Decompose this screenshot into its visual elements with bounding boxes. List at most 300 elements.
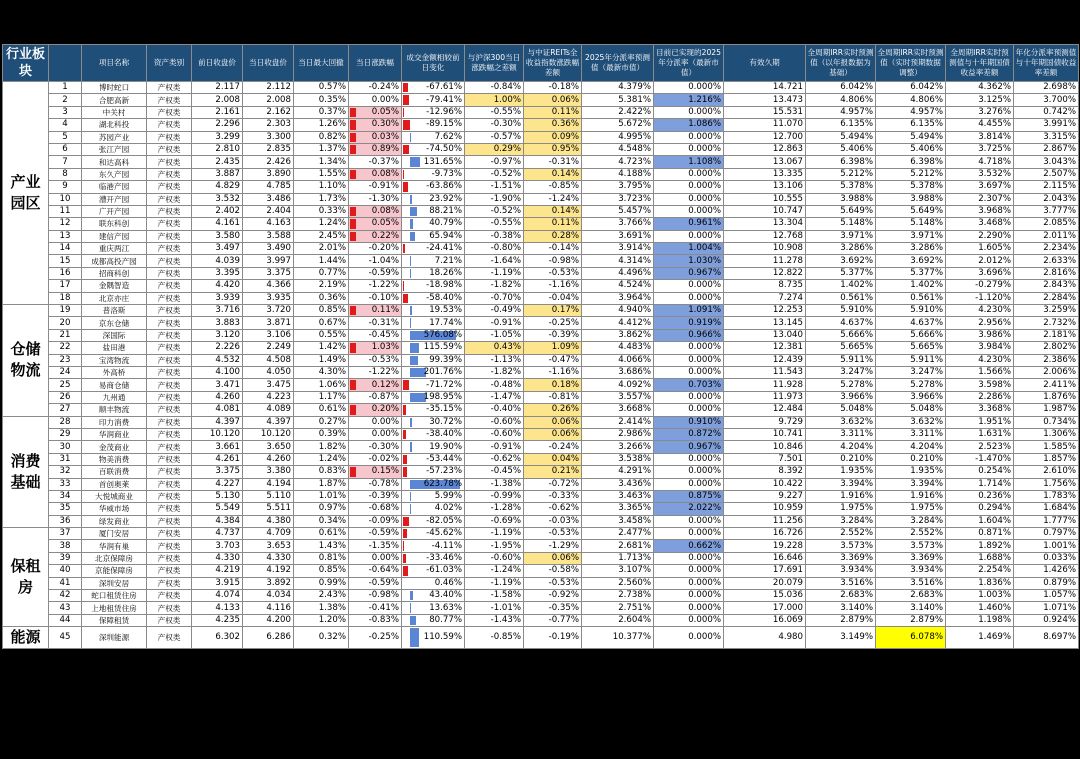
cell-irr-spread: 2.254%: [946, 565, 1014, 577]
cell-duration: 16.726: [724, 528, 806, 540]
cell-project-name: 东久产园: [82, 168, 147, 180]
cell-irr-annual: 3.971%: [806, 230, 876, 242]
cell-row-number: 7: [49, 156, 82, 168]
cell-asset-type: 产权类: [147, 528, 192, 540]
turnover-bar: [403, 281, 404, 290]
cell-turnover-change: [402, 404, 465, 416]
cell-irr-realtime: 5.378%: [876, 181, 946, 193]
table-row: [3, 441, 1079, 453]
cell-duration: 12.700: [724, 131, 806, 143]
cell-irr-annual: 5.649%: [806, 205, 876, 217]
turnover-value: 0.46%: [434, 577, 462, 588]
header-irr-realtime: 全周期IRR实时预测值（实时预期数据调整）: [876, 45, 946, 82]
cell-asset-type: 产权类: [147, 243, 192, 255]
table-row: [3, 515, 1079, 527]
cell-duration: 9.729: [724, 416, 806, 428]
cell-irr-annual: 3.311%: [806, 428, 876, 440]
cell-max-drawdown: 1.37%: [294, 143, 349, 155]
cell-row-number: 12: [49, 218, 82, 230]
cell-vs-reits-index: 0.95%: [524, 143, 582, 155]
cell-dist-spread: 3.259%: [1014, 305, 1079, 317]
cell-max-drawdown: 0.39%: [294, 428, 349, 440]
change-value: 0.03%: [371, 131, 399, 142]
turnover-bar: [403, 244, 405, 253]
change-value: -1.35%: [368, 540, 399, 551]
cell-dist-spread: 1.987%: [1014, 404, 1079, 416]
cell-vs-hs300: -1.51%: [465, 181, 524, 193]
table-row: [3, 82, 1079, 94]
cell-irr-spread: 3.468%: [946, 218, 1014, 230]
cell-turnover-change: [402, 230, 465, 242]
change-value: -0.83%: [368, 614, 399, 625]
cell-vs-hs300: -0.55%: [465, 106, 524, 118]
cell-vs-reits-index: -1.16%: [524, 366, 582, 378]
turnover-value: 19.90%: [429, 441, 462, 452]
cell-project-name: 中关村: [82, 106, 147, 118]
cell-irr-realtime: 3.971%: [876, 230, 946, 242]
turnover-value: 80.77%: [429, 614, 462, 625]
turnover-value: 30.72%: [429, 416, 462, 427]
cell-dist-forecast: 4.496%: [582, 267, 654, 279]
cell-max-drawdown: 0.36%: [294, 292, 349, 304]
change-value: -1.04%: [368, 255, 399, 266]
cell-close: 3.653: [243, 540, 294, 552]
change-value: -0.59%: [368, 268, 399, 279]
cell-dist-forecast: 4.379%: [582, 82, 654, 94]
cell-project-name: 绿发商业: [82, 515, 147, 527]
cell-close: 4.709: [243, 528, 294, 540]
cell-irr-spread: 3.696%: [946, 267, 1014, 279]
change-bar: [350, 207, 356, 216]
cell-dist-forecast: 3.723%: [582, 193, 654, 205]
cell-irr-spread: 4.455%: [946, 119, 1014, 131]
turnover-bar: [410, 591, 413, 600]
cell-duration: 11.928: [724, 379, 806, 391]
cell-vs-hs300: -0.84%: [465, 82, 524, 94]
cell-prev-close: 2.402: [192, 205, 243, 217]
cell-change: [349, 255, 402, 267]
cell-dist-spread: 2.507%: [1014, 168, 1079, 180]
cell-dist-forecast: 2.477%: [582, 528, 654, 540]
table-row: [3, 540, 1079, 552]
cell-turnover-change: [402, 602, 465, 614]
cell-project-name: 京东仓储: [82, 317, 147, 329]
cell-prev-close: 4.235: [192, 614, 243, 626]
cell-row-number: 34: [49, 490, 82, 502]
cell-project-name: 顺丰物流: [82, 404, 147, 416]
cell-dist-realized: 0.875%: [654, 490, 724, 502]
cell-asset-type: 产权类: [147, 515, 192, 527]
cell-change: [349, 94, 402, 106]
change-value: -0.59%: [368, 528, 399, 539]
cell-irr-spread: 1.198%: [946, 614, 1014, 626]
cell-vs-hs300: -0.49%: [465, 305, 524, 317]
cell-irr-realtime: 2.879%: [876, 614, 946, 626]
cell-irr-realtime: 3.988%: [876, 193, 946, 205]
turnover-value: 576.08%: [423, 330, 462, 340]
cell-asset-type: 产权类: [147, 156, 192, 168]
turnover-value: -12.96%: [426, 106, 462, 117]
cell-dist-realized: 1.108%: [654, 156, 724, 168]
cell-project-name: 重庆两江: [82, 243, 147, 255]
cell-irr-annual: 5.278%: [806, 379, 876, 391]
cell-vs-reits-index: 0.21%: [524, 466, 582, 478]
cell-project-name: 北京亦庄: [82, 292, 147, 304]
cell-vs-hs300: -1.58%: [465, 590, 524, 602]
cell-vs-reits-index: 0.14%: [524, 205, 582, 217]
cell-turnover-change: [402, 181, 465, 193]
cell-irr-spread: 3.125%: [946, 94, 1014, 106]
cell-dist-forecast: 2.738%: [582, 590, 654, 602]
cell-irr-spread: 1.566%: [946, 366, 1014, 378]
table-row: [3, 168, 1079, 180]
cell-asset-type: 产权类: [147, 552, 192, 564]
table-row: [3, 404, 1079, 416]
cell-change: [349, 292, 402, 304]
turnover-bar: [410, 343, 419, 352]
cell-change: [349, 627, 402, 649]
cell-row-number: 18: [49, 292, 82, 304]
cell-irr-spread: 3.697%: [946, 181, 1014, 193]
turnover-value: -82.05%: [426, 515, 462, 526]
cell-prev-close: 3.915: [192, 577, 243, 589]
cell-dist-spread: 2.867%: [1014, 143, 1079, 155]
cell-project-name: 深圳安居: [82, 577, 147, 589]
cell-row-number: 43: [49, 602, 82, 614]
cell-turnover-change: [402, 218, 465, 230]
cell-max-drawdown: 2.43%: [294, 590, 349, 602]
cell-turnover-change: [402, 243, 465, 255]
table-row: [3, 590, 1079, 602]
cell-vs-reits-index: -0.14%: [524, 243, 582, 255]
cell-asset-type: 产权类: [147, 441, 192, 453]
table-row: [3, 317, 1079, 329]
cell-dist-realized: 1.216%: [654, 94, 724, 106]
sector-label: 仓储物流: [3, 305, 49, 417]
cell-project-name: 厦门安居: [82, 528, 147, 540]
cell-irr-spread: 3.984%: [946, 342, 1014, 354]
header-dist-spread: 年化分派率预测值与十年期国债收益率差额: [1014, 45, 1079, 82]
cell-dist-realized: 0.000%: [654, 478, 724, 490]
cell-vs-reits-index: -0.47%: [524, 354, 582, 366]
change-value: -0.10%: [368, 292, 399, 303]
cell-irr-spread: 4.362%: [946, 82, 1014, 94]
cell-max-drawdown: 1.73%: [294, 193, 349, 205]
cell-dist-realized: 0.966%: [654, 329, 724, 341]
cell-dist-forecast: 2.422%: [582, 106, 654, 118]
change-value: 0.30%: [371, 119, 399, 130]
cell-max-drawdown: 1.44%: [294, 255, 349, 267]
cell-duration: 11.256: [724, 515, 806, 527]
cell-vs-reits-index: -0.53%: [524, 528, 582, 540]
cell-vs-hs300: -0.97%: [465, 156, 524, 168]
cell-prev-close: 3.471: [192, 379, 243, 391]
table-row: [3, 218, 1079, 230]
cell-dist-spread: 1.057%: [1014, 590, 1079, 602]
cell-vs-reits-index: 0.36%: [524, 119, 582, 131]
cell-close: 4.200: [243, 614, 294, 626]
turnover-bar: [410, 219, 413, 228]
cell-project-name: 百联消费: [82, 466, 147, 478]
cell-vs-reits-index: -0.98%: [524, 255, 582, 267]
cell-project-name: 广开产园: [82, 205, 147, 217]
cell-irr-realtime: 3.516%: [876, 577, 946, 589]
cell-prev-close: 4.074: [192, 590, 243, 602]
cell-vs-reits-index: -0.81%: [524, 391, 582, 403]
cell-dist-forecast: 4.723%: [582, 156, 654, 168]
cell-prev-close: 3.887: [192, 168, 243, 180]
header-irr-annual: 全周期IRR实时预测值（以年报数据为基础）: [806, 45, 876, 82]
cell-dist-spread: 2.284%: [1014, 292, 1079, 304]
cell-irr-spread: 1.951%: [946, 416, 1014, 428]
cell-irr-realtime: 5.666%: [876, 329, 946, 341]
cell-close: 3.588: [243, 230, 294, 242]
cell-asset-type: 产权类: [147, 280, 192, 292]
cell-dist-spread: 1.684%: [1014, 503, 1079, 515]
cell-vs-hs300: -0.91%: [465, 317, 524, 329]
cell-duration: 16.646: [724, 552, 806, 564]
cell-dist-spread: 2.011%: [1014, 230, 1079, 242]
cell-dist-spread: 2.234%: [1014, 243, 1079, 255]
cell-vs-hs300: -0.38%: [465, 230, 524, 242]
cell-turnover-change: [402, 193, 465, 205]
cell-dist-forecast: 4.314%: [582, 255, 654, 267]
cell-close: 3.375: [243, 267, 294, 279]
cell-dist-realized: 0.000%: [654, 193, 724, 205]
cell-dist-realized: 0.961%: [654, 218, 724, 230]
cell-prev-close: 2.161: [192, 106, 243, 118]
change-value: -0.41%: [368, 602, 399, 613]
change-value: -0.45%: [368, 330, 399, 340]
cell-dist-realized: 1.004%: [654, 243, 724, 255]
turnover-bar: [403, 517, 409, 526]
cell-dist-realized: 0.000%: [654, 280, 724, 292]
cell-vs-hs300: -1.82%: [465, 366, 524, 378]
cell-turnover-change: [402, 391, 465, 403]
cell-change: [349, 515, 402, 527]
cell-vs-reits-index: -0.18%: [524, 82, 582, 94]
cell-project-name: 上地租赁住房: [82, 602, 147, 614]
cell-dist-spread: 2.006%: [1014, 366, 1079, 378]
cell-duration: 12.484: [724, 404, 806, 416]
cell-turnover-change: [402, 466, 465, 478]
cell-dist-realized: 0.000%: [654, 366, 724, 378]
cell-vs-hs300: -0.45%: [465, 466, 524, 478]
cell-max-drawdown: 1.38%: [294, 602, 349, 614]
turnover-bar: [410, 157, 420, 166]
cell-dist-spread: 1.001%: [1014, 540, 1079, 552]
cell-dist-realized: 0.000%: [654, 552, 724, 564]
turnover-value: -89.15%: [426, 119, 462, 130]
cell-asset-type: 产权类: [147, 602, 192, 614]
table-row: [3, 478, 1079, 490]
cell-max-drawdown: 1.10%: [294, 181, 349, 193]
change-value: -1.22%: [368, 367, 399, 378]
cell-vs-reits-index: -0.03%: [524, 515, 582, 527]
cell-irr-realtime: 6.042%: [876, 82, 946, 94]
cell-turnover-change: [402, 453, 465, 465]
cell-dist-forecast: 3.964%: [582, 292, 654, 304]
cell-change: [349, 466, 402, 478]
cell-asset-type: 产权类: [147, 292, 192, 304]
cell-max-drawdown: 2.19%: [294, 280, 349, 292]
turnover-value: -57.23%: [426, 466, 462, 477]
cell-duration: 10.846: [724, 441, 806, 453]
cell-dist-forecast: 3.266%: [582, 441, 654, 453]
turnover-bar: [403, 455, 407, 464]
cell-dist-realized: 0.967%: [654, 267, 724, 279]
table-row: [3, 292, 1079, 304]
cell-vs-reits-index: -0.85%: [524, 181, 582, 193]
turnover-value: 131.65%: [423, 156, 462, 167]
change-value: -0.31%: [368, 317, 399, 328]
cell-vs-reits-index: -0.19%: [524, 627, 582, 649]
turnover-bar: [410, 418, 412, 427]
turnover-bar: [403, 108, 404, 117]
cell-dist-spread: 1.876%: [1014, 391, 1079, 403]
cell-vs-hs300: -1.95%: [465, 540, 524, 552]
cell-irr-realtime: 3.966%: [876, 391, 946, 403]
cell-vs-hs300: 0.29%: [465, 143, 524, 155]
cell-dist-forecast: 5.457%: [582, 205, 654, 217]
cell-dist-forecast: 2.604%: [582, 614, 654, 626]
cell-max-drawdown: 1.24%: [294, 218, 349, 230]
cell-max-drawdown: 0.35%: [294, 94, 349, 106]
cell-duration: 11.543: [724, 366, 806, 378]
turnover-value: -35.15%: [426, 404, 462, 415]
turnover-value: 198.95%: [423, 391, 462, 402]
cell-dist-spread: 1.306%: [1014, 428, 1079, 440]
cell-dist-forecast: 4.940%: [582, 305, 654, 317]
cell-prev-close: 3.580: [192, 230, 243, 242]
cell-vs-reits-index: 0.28%: [524, 230, 582, 242]
cell-max-drawdown: 0.55%: [294, 329, 349, 341]
turnover-bar: [410, 628, 419, 647]
change-value: -0.78%: [368, 478, 399, 489]
cell-max-drawdown: 1.55%: [294, 168, 349, 180]
cell-irr-realtime: 3.311%: [876, 428, 946, 440]
cell-row-number: 27: [49, 404, 82, 416]
cell-turnover-change: [402, 292, 465, 304]
turnover-value: -67.61%: [426, 82, 462, 93]
cell-irr-spread: 4.230%: [946, 354, 1014, 366]
cell-irr-annual: 2.683%: [806, 590, 876, 602]
cell-irr-realtime: 1.935%: [876, 466, 946, 478]
cell-row-number: 6: [49, 143, 82, 155]
cell-prev-close: 4.737: [192, 528, 243, 540]
turnover-value: -71.72%: [426, 379, 462, 390]
turnover-bar: [410, 306, 412, 315]
cell-row-number: 4: [49, 119, 82, 131]
cell-max-drawdown: 1.82%: [294, 441, 349, 453]
cell-irr-annual: 3.934%: [806, 565, 876, 577]
cell-prev-close: 2.435: [192, 156, 243, 168]
cell-turnover-change: [402, 441, 465, 453]
change-bar: [350, 232, 356, 241]
cell-irr-annual: 0.561%: [806, 292, 876, 304]
cell-max-drawdown: 1.20%: [294, 614, 349, 626]
cell-prev-close: 4.384: [192, 515, 243, 527]
cell-change: [349, 404, 402, 416]
cell-asset-type: 产权类: [147, 391, 192, 403]
reits-table: [2, 44, 1079, 649]
table-row: [3, 366, 1079, 378]
cell-dist-forecast: 3.766%: [582, 218, 654, 230]
cell-close: 4.397: [243, 416, 294, 428]
cell-change: [349, 131, 402, 143]
cell-irr-annual: 5.666%: [806, 329, 876, 341]
cell-dist-spread: 0.734%: [1014, 416, 1079, 428]
cell-prev-close: 5.130: [192, 490, 243, 502]
change-value: -1.30%: [368, 193, 399, 204]
cell-asset-type: 产权类: [147, 82, 192, 94]
cell-vs-hs300: -1.43%: [465, 614, 524, 626]
table-row: [3, 143, 1079, 155]
cell-close: 4.192: [243, 565, 294, 577]
cell-project-name: 北京保障房: [82, 552, 147, 564]
cell-prev-close: 2.296: [192, 119, 243, 131]
cell-asset-type: 产权类: [147, 466, 192, 478]
cell-irr-annual: 5.665%: [806, 342, 876, 354]
cell-duration: 4.980: [724, 627, 806, 649]
cell-dist-forecast: 3.557%: [582, 391, 654, 403]
change-bar: [350, 219, 356, 228]
cell-dist-forecast: 4.412%: [582, 317, 654, 329]
table-row: [3, 503, 1079, 515]
cell-prev-close: 3.532: [192, 193, 243, 205]
table-row: [3, 193, 1079, 205]
cell-prev-close: 3.883: [192, 317, 243, 329]
sector-label: 保租房: [3, 528, 49, 627]
change-value: 0.00%: [371, 94, 399, 105]
cell-dist-realized: 0.910%: [654, 416, 724, 428]
cell-project-name: 外高桥: [82, 366, 147, 378]
turnover-bar: [410, 603, 411, 612]
cell-irr-spread: 1.604%: [946, 515, 1014, 527]
cell-vs-hs300: -0.57%: [465, 131, 524, 143]
cell-close: 4.785: [243, 181, 294, 193]
cell-change: [349, 503, 402, 515]
cell-prev-close: 4.227: [192, 478, 243, 490]
cell-vs-hs300: -1.05%: [465, 329, 524, 341]
cell-dist-realized: 0.000%: [654, 577, 724, 589]
change-value: 0.00%: [371, 429, 399, 440]
cell-asset-type: 产权类: [147, 329, 192, 341]
cell-turnover-change: [402, 143, 465, 155]
turnover-bar: [410, 616, 416, 625]
cell-asset-type: 产权类: [147, 143, 192, 155]
header-asset-type: 资产类别: [147, 45, 192, 82]
cell-irr-annual: 3.284%: [806, 515, 876, 527]
cell-vs-hs300: -1.19%: [465, 267, 524, 279]
cell-vs-reits-index: 0.11%: [524, 106, 582, 118]
cell-vs-hs300: -0.48%: [465, 379, 524, 391]
turnover-value: 623.78%: [423, 478, 462, 489]
cell-dist-realized: 0.000%: [654, 515, 724, 527]
cell-duration: 10.959: [724, 503, 806, 515]
table-row: [3, 255, 1079, 267]
cell-change: [349, 565, 402, 577]
cell-turnover-change: [402, 565, 465, 577]
cell-prev-close: 2.117: [192, 82, 243, 94]
cell-close: 4.366: [243, 280, 294, 292]
change-value: -0.64%: [368, 565, 399, 576]
cell-duration: 14.721: [724, 82, 806, 94]
cell-vs-reits-index: 0.11%: [524, 218, 582, 230]
cell-vs-reits-index: -0.31%: [524, 156, 582, 168]
cell-project-name: 九州通: [82, 391, 147, 403]
cell-asset-type: 产权类: [147, 205, 192, 217]
